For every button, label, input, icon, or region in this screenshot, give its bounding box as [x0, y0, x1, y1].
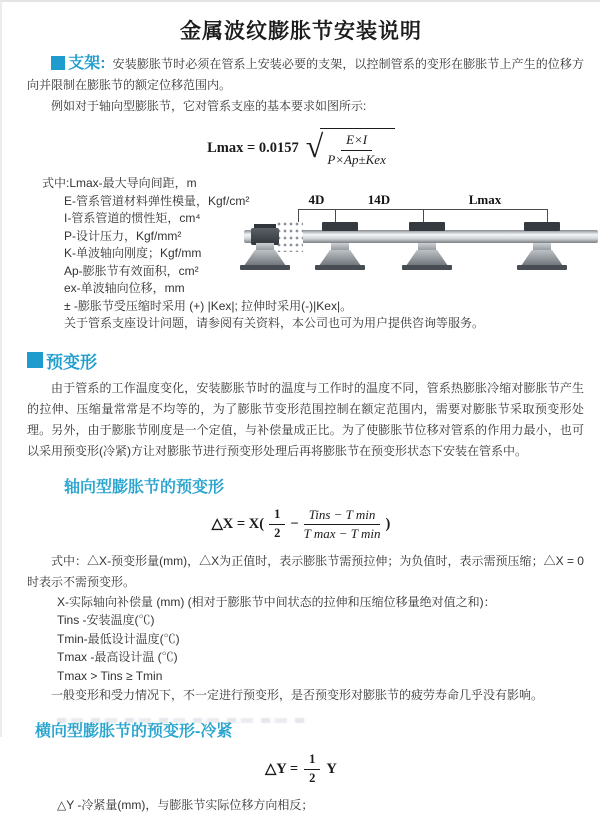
lmax-formula-radicand	[320, 128, 395, 168]
support-neck	[256, 243, 274, 251]
definition-line: E-管系管道材料弹性模量，Kgf/cm²	[64, 193, 250, 208]
lmax-formula-numerator: E×I	[341, 132, 372, 150]
axial-definition-line: Tmax > Tins ≥ Tmin	[57, 668, 163, 683]
preform-section-heading	[27, 348, 600, 373]
support-base	[517, 265, 567, 270]
support-pedestal	[521, 250, 563, 266]
support-base	[240, 265, 290, 270]
support-example-line: 例如对于轴向型膨胀节，它对管系支座的基本要求如图所示:	[51, 99, 367, 113]
support-clamp	[409, 222, 445, 231]
support-neck	[418, 243, 436, 251]
one-half-fraction: $\frac{1}{2}$	[269, 507, 285, 541]
definition-line: P-设计压力，Kgf/mm²	[64, 228, 182, 243]
axial-where-paragraph: 式中：△X-预变形量(mm)，△X为正值时，表示膨胀节需预拉伸；为负值时，表示需预压缩；△X = 0时表示不需预变形。	[27, 553, 584, 589]
dx-formula-rhs: )	[385, 516, 391, 532]
dim-label-lmax: Lmax	[468, 192, 502, 207]
preform-body-paragraph: 由于管系的工作温度变化，安装膨胀节时的温度与工作时的温度不同，管系热膨胀冷缩对膨胀节产生的拉伸、压缩量常常是不均等的，为了膨胀节变形范围控制在额定范围内，需要对膨胀节采取预变形处理。另外，由于膨胀节刚度是一个定值，与补偿量成正比。为了使膨胀节位移对管系的作用力最小，也可以采用预变形(冷紧)方让对膨胀节进行预变形处理后再将膨胀节在预变形状态下安装在管系中。	[27, 380, 584, 458]
cutoff-text-line	[57, 718, 307, 723]
temperature-fraction: $\frac{\text{Tins − T min}}{\text{T max − T min}}$	[303, 506, 381, 541]
support-intro-text: 安装膨胀节时必须在管系上安装必要的支架，以控制管系的变形在膨胀节上产生的位移方向并限制在膨胀节的额定位移范围内。	[27, 57, 584, 92]
support-neck	[331, 243, 349, 251]
axial-note-line: 一般变形和受力情况下，不一定进行预变形，是否预变形对膨胀节的疲劳寿命几乎没有影响。	[51, 688, 544, 702]
support-clamp	[524, 222, 560, 231]
support-intro-paragraph	[27, 53, 584, 96]
square-root-icon: √	[305, 127, 324, 164]
definition-line: 式中:Lmax-最大导向间距，m	[42, 176, 197, 190]
delta-y-formula	[2, 749, 600, 789]
definition-line: ex-单波轴向位移，mm	[64, 281, 185, 295]
axial-definitions-list	[57, 593, 600, 686]
page-title: 金属波纹膨胀节安装说明	[180, 20, 422, 43]
delta-x-formula	[2, 503, 600, 547]
support-pedestal	[319, 250, 361, 266]
one-half-fraction: $\frac{1}{2}$	[304, 752, 320, 786]
support-clamp	[322, 222, 358, 231]
axial-subsection-heading: 轴向型膨胀节的预变形	[64, 478, 225, 496]
pipe-support-diagram	[244, 194, 598, 286]
definition-line: K-单波轴向刚度；Kgf/mm	[64, 246, 202, 260]
lmax-formula-denominator: P×Ap±Kex	[327, 151, 386, 167]
lmax-formula-lhs: Lmax = 0.0157	[207, 139, 299, 156]
axial-definition-line: X-实际轴向补偿量 (mm) (相对于膨胀节中间状态的拉伸和压缩位移量绝对值之和)：	[57, 594, 496, 609]
dy-formula-lhs: △Y =	[265, 760, 299, 777]
support-neck	[533, 243, 551, 251]
definition-line: 关于管系支座设计问题，请参阅有关资料，本公司也可为用户提供咨询等服务。	[64, 316, 485, 330]
section-square-icon	[51, 56, 65, 70]
lmax-formula	[2, 127, 600, 169]
support-section-heading: 支架:	[68, 55, 106, 72]
axial-definition-line: Tmin-最低设计温度(℃)	[57, 631, 180, 646]
bellows-expansion-joint	[277, 222, 303, 252]
dy-formula-rhs: Y	[326, 760, 337, 777]
support-base	[315, 265, 365, 270]
axial-definition-line: Tmax -最高设计温 (℃)	[57, 650, 178, 664]
support-base	[402, 265, 452, 270]
support-pedestal	[406, 250, 448, 266]
dim-label-14d: 14D	[367, 192, 391, 207]
section-square-icon	[27, 352, 43, 368]
lateral-note-line: △Y -冷紧量(mm)，与膨胀节实际位移方向相反；	[57, 798, 314, 812]
minus-sign: −	[290, 516, 299, 532]
definition-line: ± -膨胀节受压缩时采用 (+) |Kex|; 拉伸时采用(-)|Kex|。	[64, 298, 353, 313]
definition-line: I-管系管道的惯性矩，cm⁴	[64, 211, 201, 225]
lateral-subsection-heading: 横向型膨胀节的预变形-冷紧	[35, 723, 233, 740]
preform-heading-text: 预变形	[46, 352, 97, 372]
axial-definition-line: Tins -安装温度(℃)	[57, 613, 155, 627]
support-section-marker	[51, 57, 113, 71]
support-pedestal	[244, 250, 286, 266]
definition-line: Ap-膨胀节有效面积，cm²	[64, 263, 199, 278]
dx-formula-lhs: △X = X(	[211, 516, 265, 532]
dim-label-4d: 4D	[308, 192, 325, 207]
